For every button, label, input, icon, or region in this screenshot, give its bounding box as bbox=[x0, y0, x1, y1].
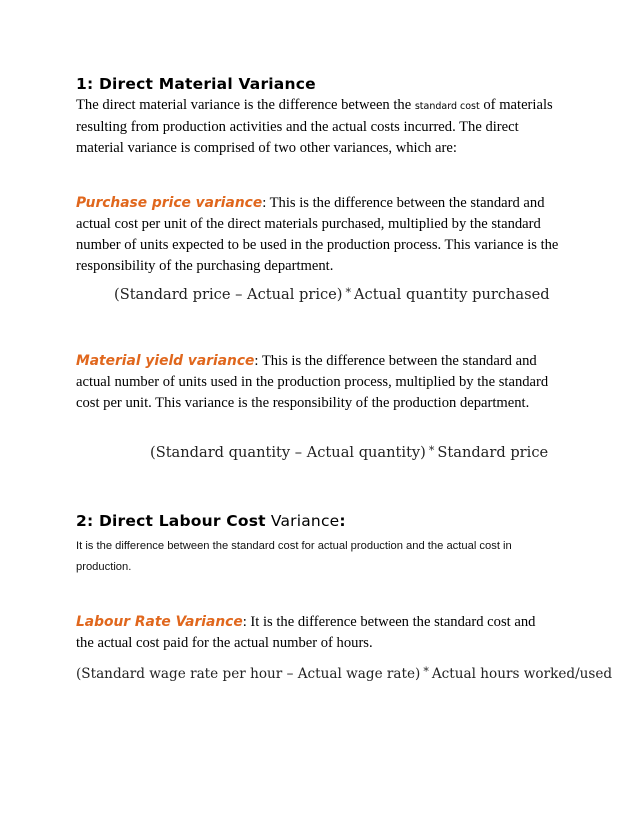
labour-rate-formula bbox=[76, 665, 612, 682]
section1-intro bbox=[76, 95, 566, 159]
labour-rate-paragraph bbox=[76, 612, 551, 654]
labour-rate-formula-right: Actual hours worked/used bbox=[431, 666, 613, 682]
purchase-price-formula bbox=[114, 286, 550, 303]
labour-rate-term: Labour Rate Variance bbox=[76, 614, 243, 630]
section2-heading-normal: Variance bbox=[265, 512, 340, 530]
section2-heading-bold: 2: Direct Labour Cost bbox=[76, 512, 266, 530]
section2-text: It is the difference between the standard cost for actual production and the actual cost in production. bbox=[76, 540, 512, 573]
labour-rate-formula-star: * bbox=[423, 665, 429, 678]
section1-intro-a: The direct material variance is the difference between the bbox=[76, 97, 415, 113]
labour-rate-formula-left: (Standard wage rate per hour – Actual wage rate) bbox=[76, 666, 421, 682]
labour-rate-text: : It is the difference between the standard cost and the actual cost paid for the actual number of hours. bbox=[76, 614, 536, 651]
purchase-price-formula-right: Actual quantity purchased bbox=[354, 286, 550, 303]
material-yield-text: : This is the difference between the standard and actual number of units used in the production process, multiplied by the standard cost per unit. This variance is the responsibility of the production department. bbox=[76, 353, 549, 411]
material-yield-formula-star: * bbox=[428, 444, 435, 457]
material-yield-formula-right: Standard price bbox=[437, 444, 549, 461]
material-yield-formula bbox=[150, 444, 548, 461]
material-yield-term: Material yield variance bbox=[76, 353, 255, 369]
material-yield-formula-left: (Standard quantity – Actual quantity) bbox=[150, 444, 426, 461]
purchase-price-formula-left: (Standard price – Actual price) bbox=[114, 286, 343, 303]
purchase-price-term: Purchase price variance bbox=[76, 195, 263, 211]
section1-intro-b: of materials resulting from production activities and the actual costs incurred. The direct material variance is comprised of two other variances, which are: bbox=[76, 97, 553, 156]
section1-intro-term: standard cost bbox=[414, 101, 480, 112]
purchase-price-text: : This is the difference between the standard and actual cost per unit of the direct materials purchased, multiplied by the standard number of units expected to be used in the production process. This variance is the responsibility of the purchasing department. bbox=[76, 195, 559, 274]
section1-heading: 1: Direct Material Variance bbox=[76, 75, 316, 93]
purchase-price-paragraph bbox=[76, 193, 566, 277]
purchase-price-formula-star: * bbox=[345, 286, 351, 299]
section2-heading-colon: : bbox=[339, 512, 346, 530]
material-yield-paragraph bbox=[76, 351, 566, 414]
section2-heading bbox=[76, 511, 576, 531]
